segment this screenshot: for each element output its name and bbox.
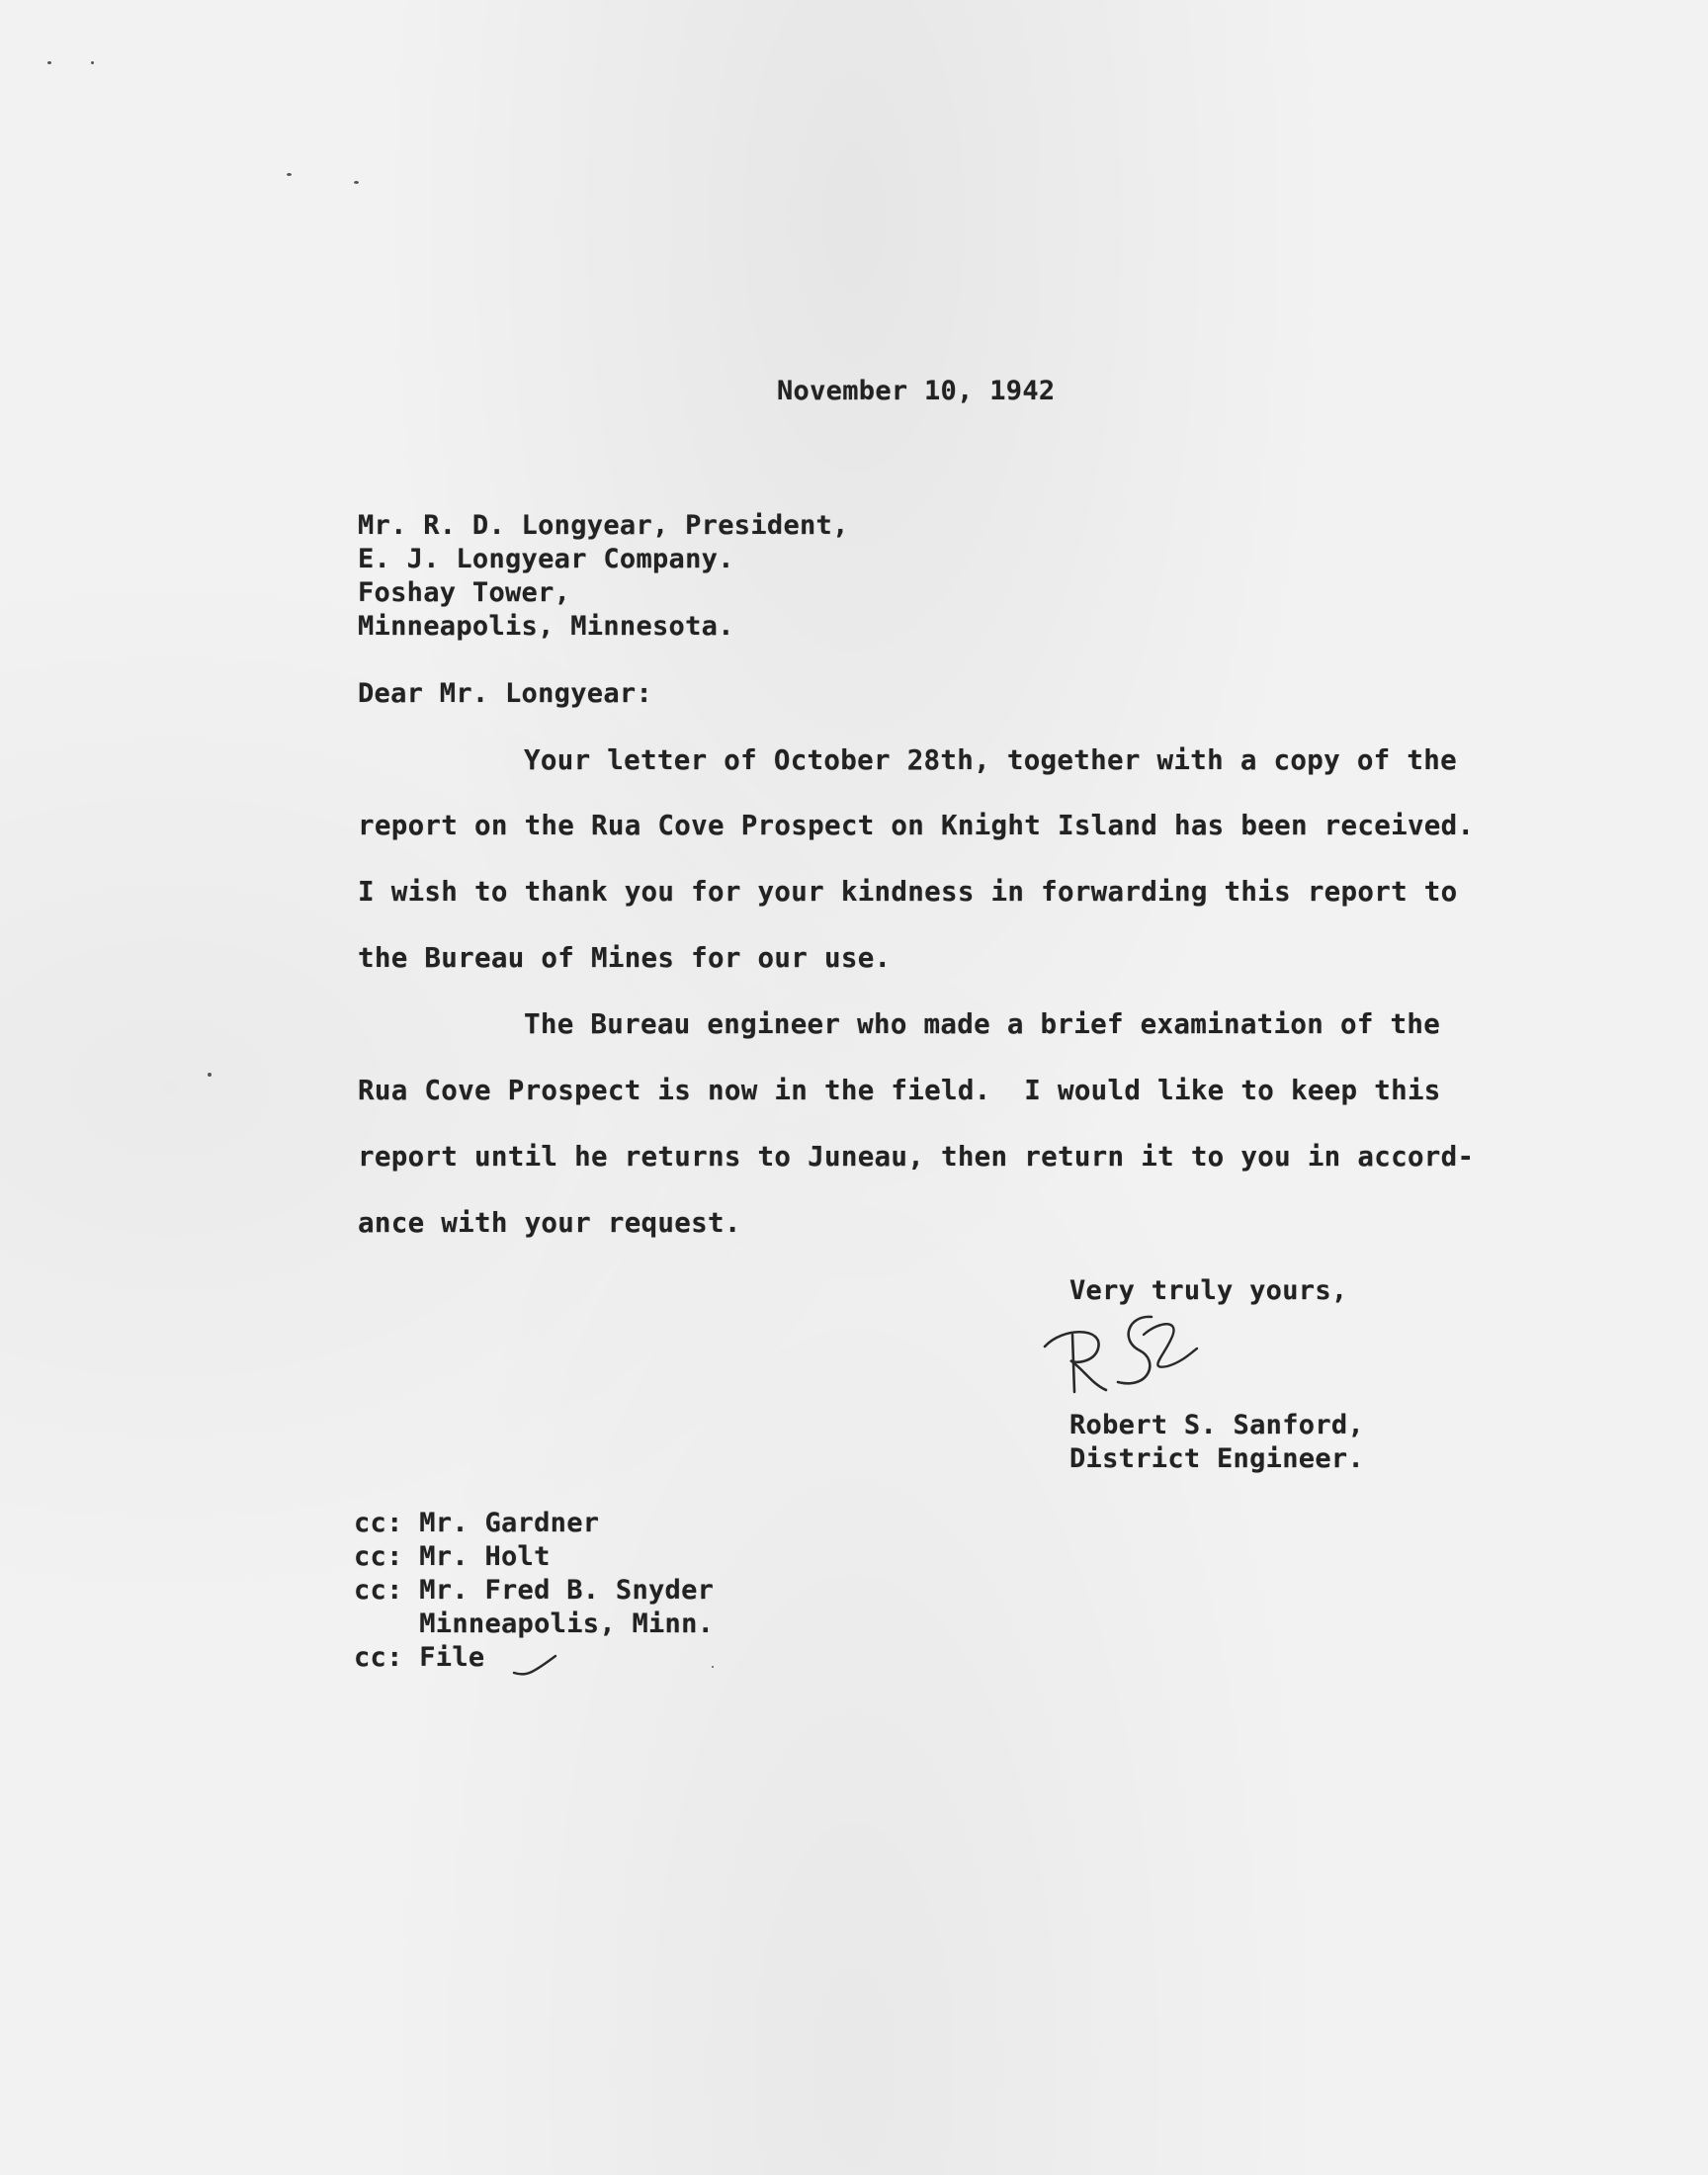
address-line: Foshay Tower, [358,577,571,608]
scan-speck [208,1073,212,1077]
cc-line: cc: Mr. Holt [354,1541,551,1572]
address-line: E. J. Longyear Company. [358,544,734,574]
scan-speck [712,1666,714,1668]
cc-line: cc: File [354,1642,485,1673]
cc-line: Minneapolis, Minn. [354,1609,715,1639]
scan-speck [354,181,359,184]
body-line: ance with your request. [358,1207,741,1239]
letter-date: November 10, 1942 [777,376,1056,406]
check-mark-icon [512,1653,557,1679]
body-line: the Bureau of Mines for our use. [358,942,892,974]
signer-title: District Engineer. [1069,1443,1364,1474]
scan-speck [47,61,51,64]
body-line: I wish to thank you for your kindness in forwarding this report to [358,876,1458,908]
scan-speck [91,61,94,64]
body-line: Rua Cove Prospect is now in the field. I would like to keep this [358,1075,1441,1106]
body-line: report until he returns to Juneau, then return it to you in accord- [358,1141,1475,1173]
body-line: The Bureau engineer who made a brief examination of the [524,1008,1441,1040]
address-line: Mr. R. D. Longyear, President, [358,510,849,541]
body-line: Your letter of October 28th, together with a copy of the [524,744,1457,776]
handwritten-signature [1033,1305,1231,1414]
salutation: Dear Mr. Longyear: [358,678,652,709]
signer-name: Robert S. Sanford, [1069,1410,1364,1440]
address-line: Minneapolis, Minnesota. [358,611,734,642]
cc-line: cc: Mr. Gardner [354,1508,600,1538]
body-line: report on the Rua Cove Prospect on Knight Island has been received. [358,810,1475,841]
scan-speck [287,173,292,176]
cc-line: cc: Mr. Fred B. Snyder [354,1575,715,1606]
closing: Very truly yours, [1069,1275,1348,1306]
